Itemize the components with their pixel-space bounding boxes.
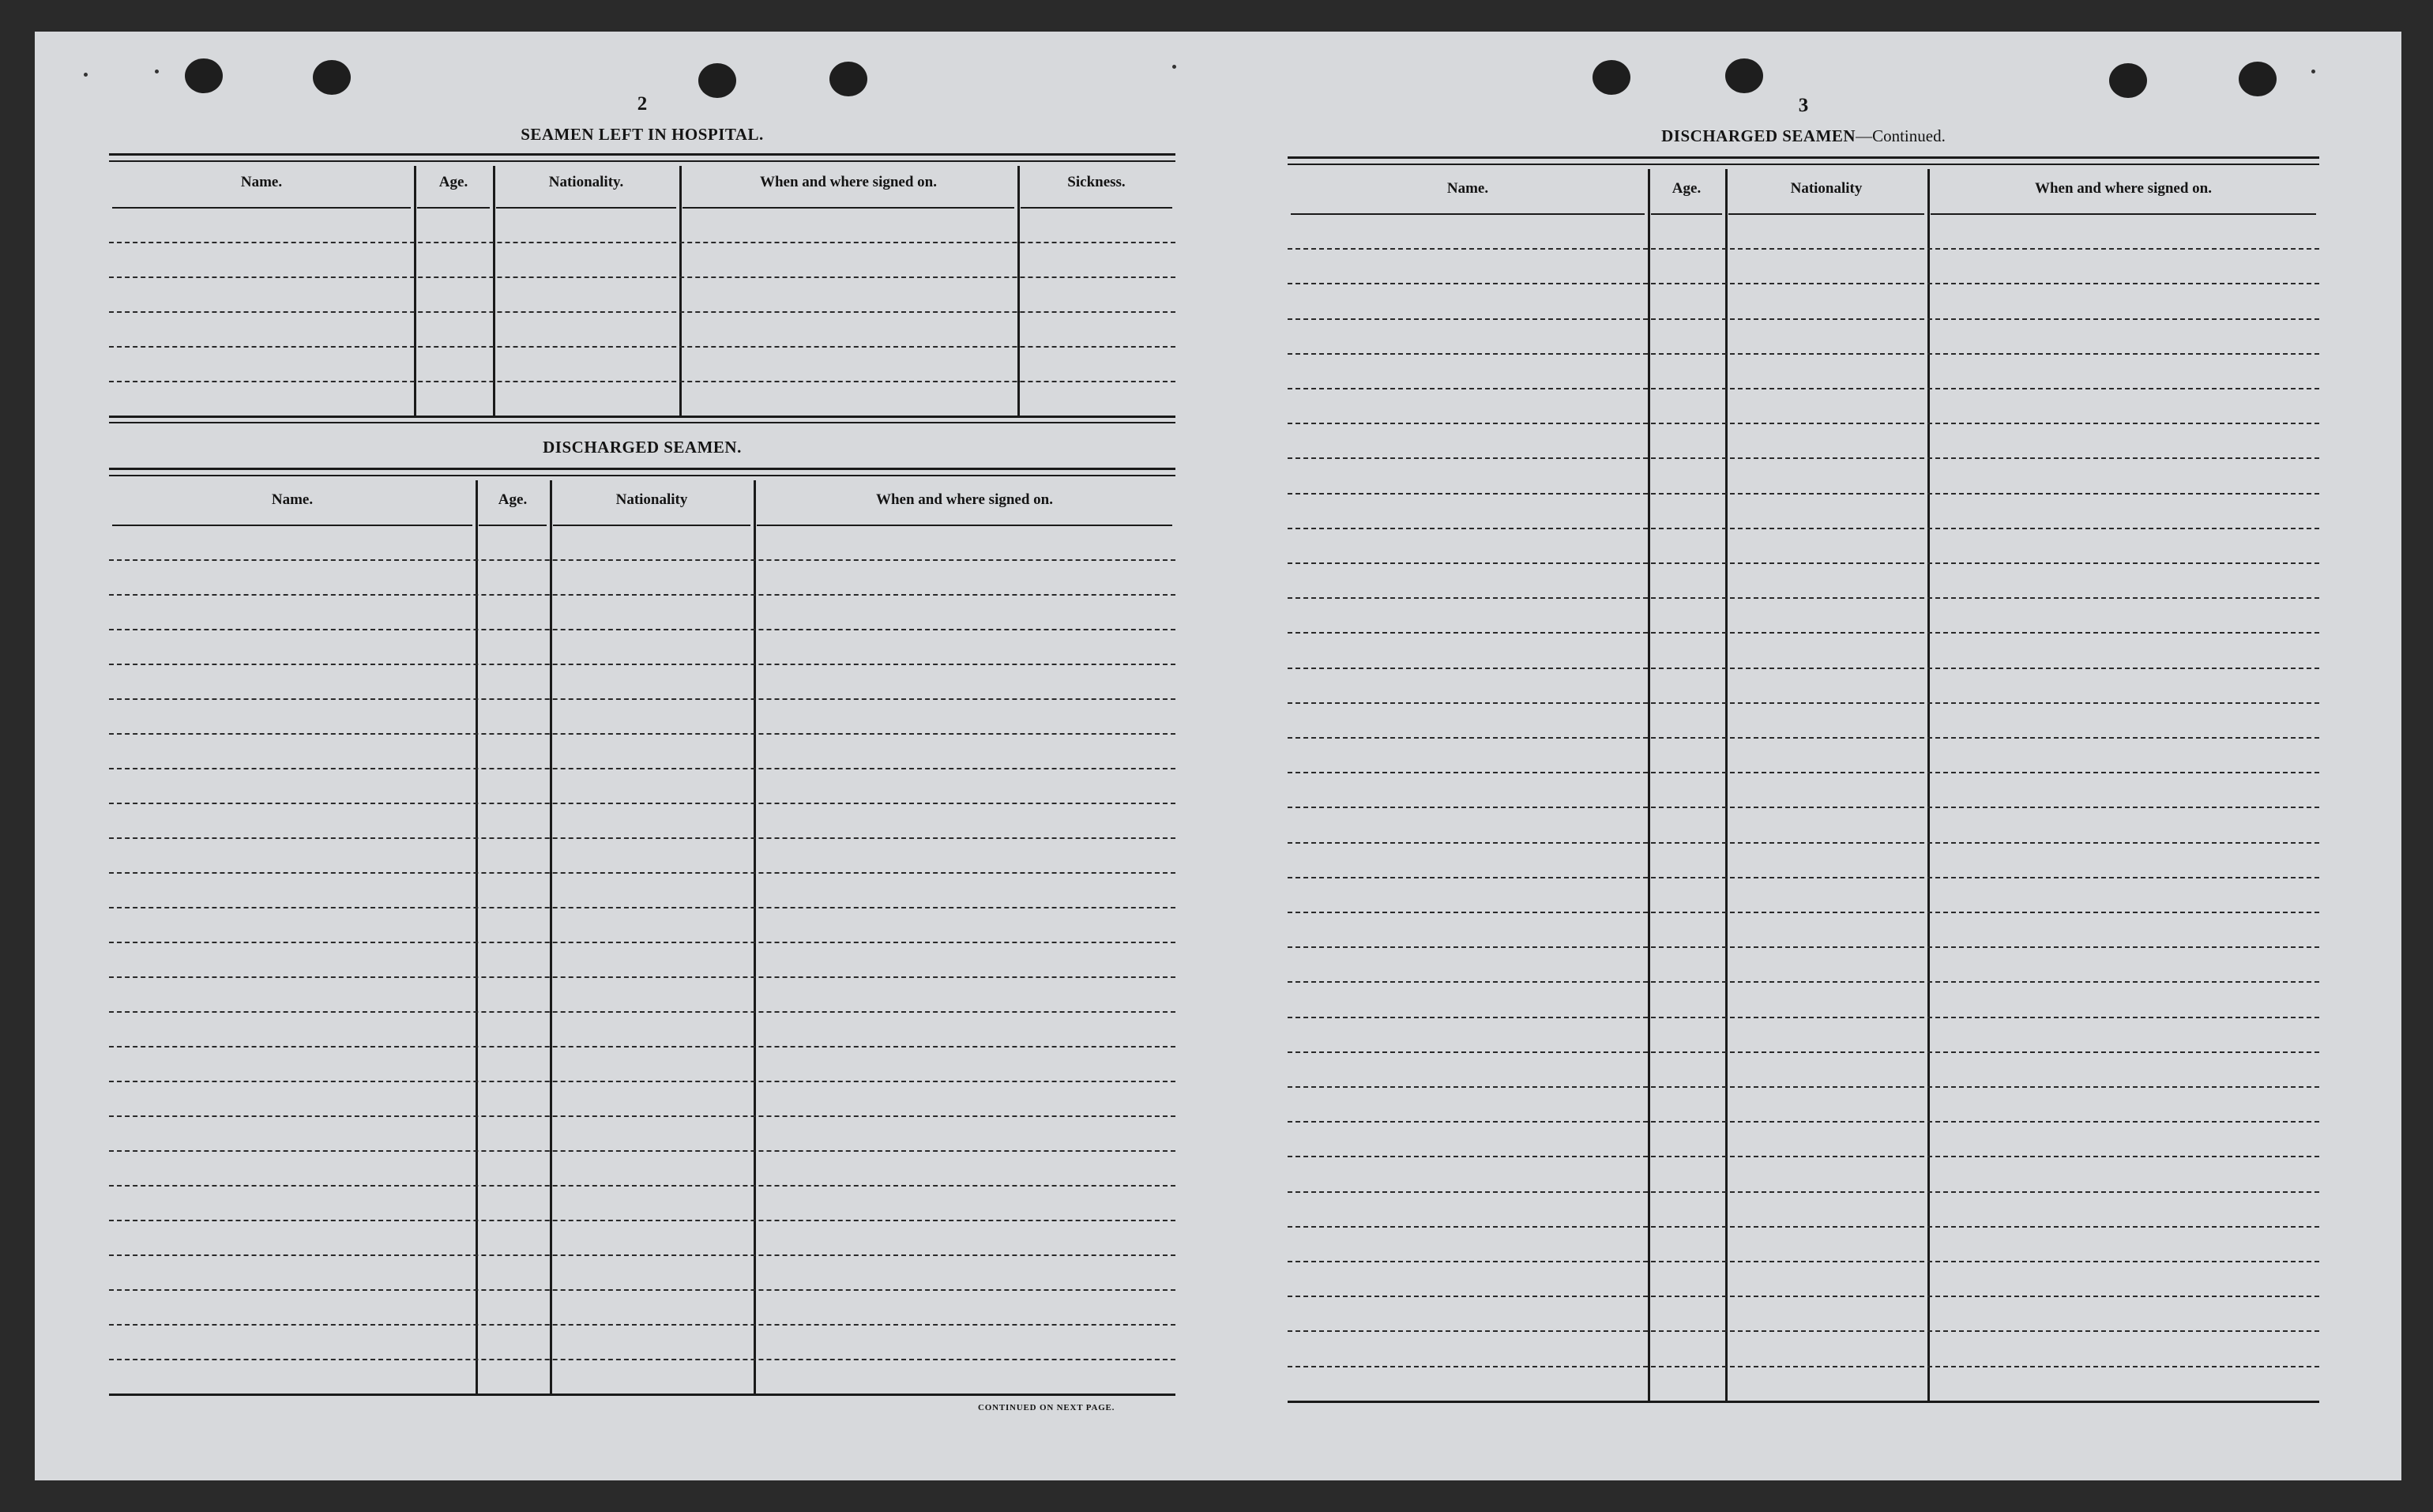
table-row bbox=[1288, 737, 2319, 739]
table-row bbox=[109, 1081, 1175, 1082]
binder-hole bbox=[2109, 63, 2147, 98]
table-row bbox=[1288, 702, 2319, 704]
column-divider bbox=[1017, 166, 1020, 416]
table-row bbox=[109, 1011, 1175, 1013]
table-bottom-rule bbox=[109, 1394, 1175, 1396]
binder-hole bbox=[2239, 62, 2277, 96]
column-header: Nationality. bbox=[548, 174, 624, 190]
table-row bbox=[109, 594, 1175, 596]
table-row bbox=[1288, 807, 2319, 808]
table-row bbox=[109, 1254, 1175, 1256]
table-row bbox=[109, 381, 1175, 382]
table-row bbox=[1288, 981, 2319, 983]
table-row bbox=[1288, 1330, 2319, 1332]
paper-speck bbox=[84, 73, 88, 77]
column-header: Nationality bbox=[1790, 180, 1863, 197]
table-row bbox=[1288, 842, 2319, 844]
paper-speck bbox=[155, 70, 159, 73]
column-header: Nationality bbox=[615, 491, 688, 508]
table-row bbox=[1288, 1086, 2319, 1088]
table-row bbox=[1288, 946, 2319, 948]
table-row bbox=[109, 1324, 1175, 1326]
table-row bbox=[109, 976, 1175, 978]
table-row bbox=[109, 803, 1175, 804]
table-top-rule bbox=[109, 475, 1175, 476]
discharged-section-title: DISCHARGED SEAMEN. bbox=[543, 438, 742, 457]
column-header: Name. bbox=[271, 491, 314, 508]
table-row bbox=[109, 837, 1175, 839]
table-row bbox=[1288, 1051, 2319, 1053]
column-divider bbox=[550, 480, 552, 1394]
table-row bbox=[1288, 1296, 2319, 1297]
header-bottom-rule bbox=[1651, 213, 1722, 215]
table-row bbox=[1288, 1226, 2319, 1228]
header-bottom-rule bbox=[757, 525, 1172, 526]
table-top-rule bbox=[109, 160, 1175, 162]
table-row bbox=[109, 698, 1175, 700]
table-row bbox=[109, 1150, 1175, 1152]
table-row bbox=[109, 872, 1175, 874]
table-row bbox=[109, 664, 1175, 665]
paper-speck bbox=[1172, 65, 1176, 69]
column-divider bbox=[414, 166, 416, 416]
title-suffix: —Continued. bbox=[1856, 126, 1946, 145]
table-row bbox=[109, 768, 1175, 769]
table-row bbox=[1288, 1261, 2319, 1262]
table-row bbox=[1288, 353, 2319, 355]
header-bottom-rule bbox=[112, 525, 472, 526]
continued-note: CONTINUED ON NEXT PAGE. bbox=[978, 1403, 1115, 1412]
title-main: DISCHARGED SEAMEN bbox=[1661, 126, 1856, 145]
table-row bbox=[1288, 668, 2319, 669]
header-bottom-rule bbox=[1931, 213, 2316, 215]
table-row bbox=[109, 276, 1175, 278]
table-row bbox=[1288, 1017, 2319, 1018]
header-bottom-rule bbox=[1021, 207, 1172, 209]
table-row bbox=[1288, 772, 2319, 773]
column-divider bbox=[754, 480, 756, 1394]
table-row bbox=[109, 1220, 1175, 1221]
column-header: Name. bbox=[1446, 180, 1489, 197]
paper-speck bbox=[2311, 70, 2315, 73]
table-top-rule bbox=[1288, 164, 2319, 165]
table-row bbox=[1288, 912, 2319, 913]
discharged-continued-title bbox=[1288, 126, 2319, 146]
table-row bbox=[109, 629, 1175, 630]
column-header: Sickness. bbox=[1067, 174, 1126, 190]
table-row bbox=[109, 1115, 1175, 1117]
header-bottom-rule bbox=[112, 207, 411, 209]
header-bottom-rule bbox=[479, 525, 547, 526]
column-divider bbox=[476, 480, 478, 1394]
header-bottom-rule bbox=[1728, 213, 1924, 215]
column-header: Age. bbox=[498, 491, 528, 508]
table-row bbox=[109, 1185, 1175, 1187]
binder-hole bbox=[313, 60, 351, 95]
table-row bbox=[1288, 632, 2319, 634]
table-row bbox=[1288, 1121, 2319, 1123]
discharged-table bbox=[109, 468, 1175, 1455]
table-row bbox=[1288, 1191, 2319, 1193]
binder-hole bbox=[1725, 58, 1763, 93]
table-row bbox=[109, 942, 1175, 943]
table-row bbox=[109, 559, 1175, 561]
page-number: 2 bbox=[637, 93, 648, 115]
header-bottom-rule bbox=[683, 207, 1014, 209]
table-row bbox=[1288, 493, 2319, 495]
table-row bbox=[1288, 1366, 2319, 1367]
hospital-section-title: SEAMEN LEFT IN HOSPITAL. bbox=[521, 125, 764, 144]
table-row bbox=[1288, 388, 2319, 389]
table-row bbox=[1288, 318, 2319, 320]
table-row bbox=[1288, 457, 2319, 459]
binder-hole bbox=[185, 58, 223, 93]
header-bottom-rule bbox=[1291, 213, 1645, 215]
table-row bbox=[109, 346, 1175, 348]
continued-table bbox=[1288, 156, 2319, 1420]
document-sheet bbox=[35, 32, 2401, 1480]
table-row bbox=[1288, 562, 2319, 564]
table-bottom-rule bbox=[109, 416, 1175, 418]
column-header: Age. bbox=[438, 174, 468, 190]
table-row bbox=[109, 1289, 1175, 1291]
hospital-table bbox=[109, 153, 1175, 469]
table-bottom-rule bbox=[1288, 1401, 2319, 1403]
table-row bbox=[1288, 283, 2319, 284]
table-row bbox=[1288, 597, 2319, 599]
table-row bbox=[1288, 528, 2319, 529]
table-row bbox=[1288, 248, 2319, 250]
column-header: When and where signed on. bbox=[2034, 180, 2212, 197]
table-row bbox=[109, 733, 1175, 735]
table-bottom-rule bbox=[109, 422, 1175, 423]
column-divider bbox=[493, 166, 495, 416]
table-row bbox=[109, 1046, 1175, 1047]
table-top-rule bbox=[1288, 156, 2319, 159]
header-bottom-rule bbox=[496, 207, 676, 209]
table-row bbox=[1288, 1156, 2319, 1157]
binder-hole bbox=[829, 62, 867, 96]
header-bottom-rule bbox=[417, 207, 490, 209]
column-header: Name. bbox=[240, 174, 283, 190]
table-row bbox=[1288, 877, 2319, 878]
table-row bbox=[1288, 423, 2319, 424]
binder-hole bbox=[1593, 60, 1630, 95]
table-row bbox=[109, 311, 1175, 313]
page-number: 3 bbox=[1798, 95, 1809, 116]
table-row bbox=[109, 1359, 1175, 1360]
table-top-rule bbox=[109, 153, 1175, 156]
column-header: Age. bbox=[1672, 180, 1702, 197]
column-header: When and where signed on. bbox=[875, 491, 1053, 508]
table-row bbox=[109, 242, 1175, 243]
column-divider bbox=[679, 166, 682, 416]
header-bottom-rule bbox=[553, 525, 750, 526]
column-header: When and where signed on. bbox=[759, 174, 937, 190]
table-top-rule bbox=[109, 468, 1175, 470]
table-row bbox=[109, 907, 1175, 908]
